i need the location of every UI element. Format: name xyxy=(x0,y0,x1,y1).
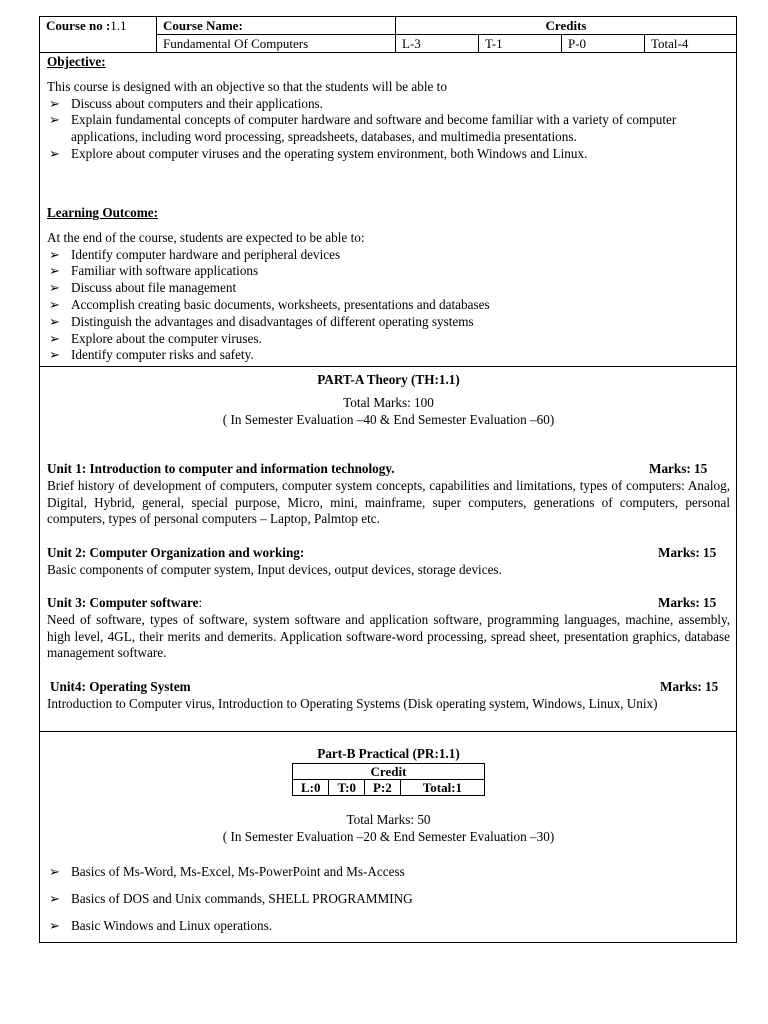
credit-t: T:0 xyxy=(329,779,365,795)
objective-intro: This course is designed with an objective so that the students will be able to xyxy=(47,78,447,94)
unit-1 xyxy=(47,461,730,528)
credit-t: T-1 xyxy=(479,35,562,53)
course-header-table xyxy=(39,16,737,53)
list-item: ➢ Distinguish the advantages and disadvantages of different operating systems xyxy=(49,313,474,329)
arrow-bullet-icon: ➢ xyxy=(49,145,61,161)
credit-total: Total:1 xyxy=(400,779,484,795)
arrow-bullet-icon: ➢ xyxy=(49,246,61,262)
unit-3 xyxy=(47,595,730,662)
part-a-title: PART-A Theory (TH:1.1) xyxy=(317,372,460,387)
list-item: ➢ Explain fundamental concepts of computer hardware and software and become familiar with a variety of computer applications, including word processing, spreadsheets, databases, and multimedia presentations. xyxy=(49,112,677,145)
credit-p: P-0 xyxy=(562,35,645,53)
unit-body: Introduction to Computer virus, Introduction to Operating Systems (Disk operating system, Windows, Linux, Unix) xyxy=(47,695,658,711)
course-name-label: Course Name: xyxy=(157,17,396,35)
arrow-bullet-icon: ➢ xyxy=(49,263,61,279)
part-b-total-marks: Total Marks: 50 xyxy=(346,812,431,827)
credit-l: L:0 xyxy=(292,779,329,795)
list-item: ➢ Familiar with software applications xyxy=(49,263,259,279)
arrow-bullet-icon: ➢ xyxy=(49,330,61,346)
arrow-bullet-icon: ➢ xyxy=(49,95,61,111)
unit-marks: Marks: 15 xyxy=(649,461,708,476)
list-item: ➢ Explore about the computer viruses. xyxy=(49,330,262,346)
objective-heading: Objective: xyxy=(47,54,106,69)
learning-outcome-intro: At the end of the course, students are expected to be able to: xyxy=(47,229,365,245)
unit-title: Unit4: Operating System Marks: 15 xyxy=(50,679,719,694)
list-item: ➢ Discuss about file management xyxy=(49,280,237,296)
unit-body: Need of software, types of software, system software and application software, programming languages, machine, assembly, high level, 4GL, their merits and demerits. Application software-word processing, spread sheet, presentation graphics, database management software. xyxy=(47,611,730,661)
unit-2 xyxy=(47,545,730,579)
section-divider xyxy=(39,366,737,367)
unit-marks: Marks: 15 xyxy=(658,595,717,610)
list-item: ➢ Explore about computer viruses and the operating system environment, both Windows and Linux. xyxy=(49,145,588,161)
credit-p: P:2 xyxy=(365,779,401,795)
list-item: ➢ Discuss about computers and their applications. xyxy=(49,95,323,111)
credit-label: Credit xyxy=(292,763,484,779)
objective-section xyxy=(47,54,730,163)
arrow-bullet-icon: ➢ xyxy=(49,313,61,329)
arrow-bullet-icon: ➢ xyxy=(49,864,61,879)
part-b-section xyxy=(47,746,730,796)
unit-marks: Marks: 15 xyxy=(658,545,717,560)
unit-title: Unit 3: Computer software: Marks: 15 xyxy=(47,595,717,610)
list-item: ➢ Identify computer hardware and peripheral devices xyxy=(49,246,341,262)
list-item: ➢ Basic Windows and Linux operations. xyxy=(49,917,273,933)
learning-outcome-heading: Learning Outcome: xyxy=(47,205,158,220)
section-divider xyxy=(39,731,737,732)
part-b-evaluation: ( In Semester Evaluation –20 & End Semester Evaluation –30) xyxy=(222,828,555,844)
credits-label: Credits xyxy=(396,17,737,35)
objective-list xyxy=(47,96,730,163)
unit-body: Basic components of computer system, Input devices, output devices, storage devices. xyxy=(47,561,502,577)
list-item: ➢ Identify computer risks and safety. xyxy=(49,347,254,363)
arrow-bullet-icon: ➢ xyxy=(49,917,61,933)
credit-l: L-3 xyxy=(396,35,479,53)
course-name-value: Fundamental Of Computers xyxy=(157,35,396,53)
arrow-bullet-icon: ➢ xyxy=(49,280,61,296)
arrow-bullet-icon: ➢ xyxy=(49,296,61,312)
arrow-bullet-icon: ➢ xyxy=(49,112,61,128)
unit-marks: Marks: 15 xyxy=(660,679,719,694)
part-b-title: Part-B Practical (PR:1.1) xyxy=(317,746,460,761)
part-b-list xyxy=(47,864,730,934)
unit-title: Unit 1: Introduction to computer and information technology. Marks: 15 xyxy=(47,461,708,476)
part-a-total-marks: Total Marks: 100 xyxy=(343,394,434,410)
list-item: ➢ Accomplish creating basic documents, worksheets, presentations and databases xyxy=(49,296,490,312)
list-item: ➢ Basics of Ms-Word, Ms-Excel, Ms-PowerPoint and Ms-Access xyxy=(49,864,405,879)
learning-outcome-list xyxy=(47,247,730,365)
arrow-bullet-icon: ➢ xyxy=(49,890,61,906)
list-item: ➢ Basics of DOS and Unix commands, SHELL PROGRAMMING xyxy=(49,890,413,906)
part-b-credit-table xyxy=(292,763,485,796)
unit-title: Unit 2: Computer Organization and working: Marks: 15 xyxy=(47,545,717,560)
unit-body: Brief history of development of computers, computer system concepts, capabilities and limitations, types of computers: Analog, Digital, Hybrid, general, special purpose, Micro, mini, mainframe, super computers, generations of computers, personal computers, types of personal computers – Laptop, Palmtop etc. xyxy=(47,477,730,527)
unit-4 xyxy=(47,679,730,713)
part-a-evaluation: ( In Semester Evaluation –40 & End Semester Evaluation –60) xyxy=(222,411,555,427)
part-b-marks xyxy=(47,812,730,846)
course-no-cell: Course no :1.1 xyxy=(40,17,157,53)
learning-outcome-section xyxy=(47,205,730,364)
part-a-section xyxy=(47,372,730,428)
arrow-bullet-icon: ➢ xyxy=(49,347,61,363)
credit-total: Total-4 xyxy=(645,35,737,53)
